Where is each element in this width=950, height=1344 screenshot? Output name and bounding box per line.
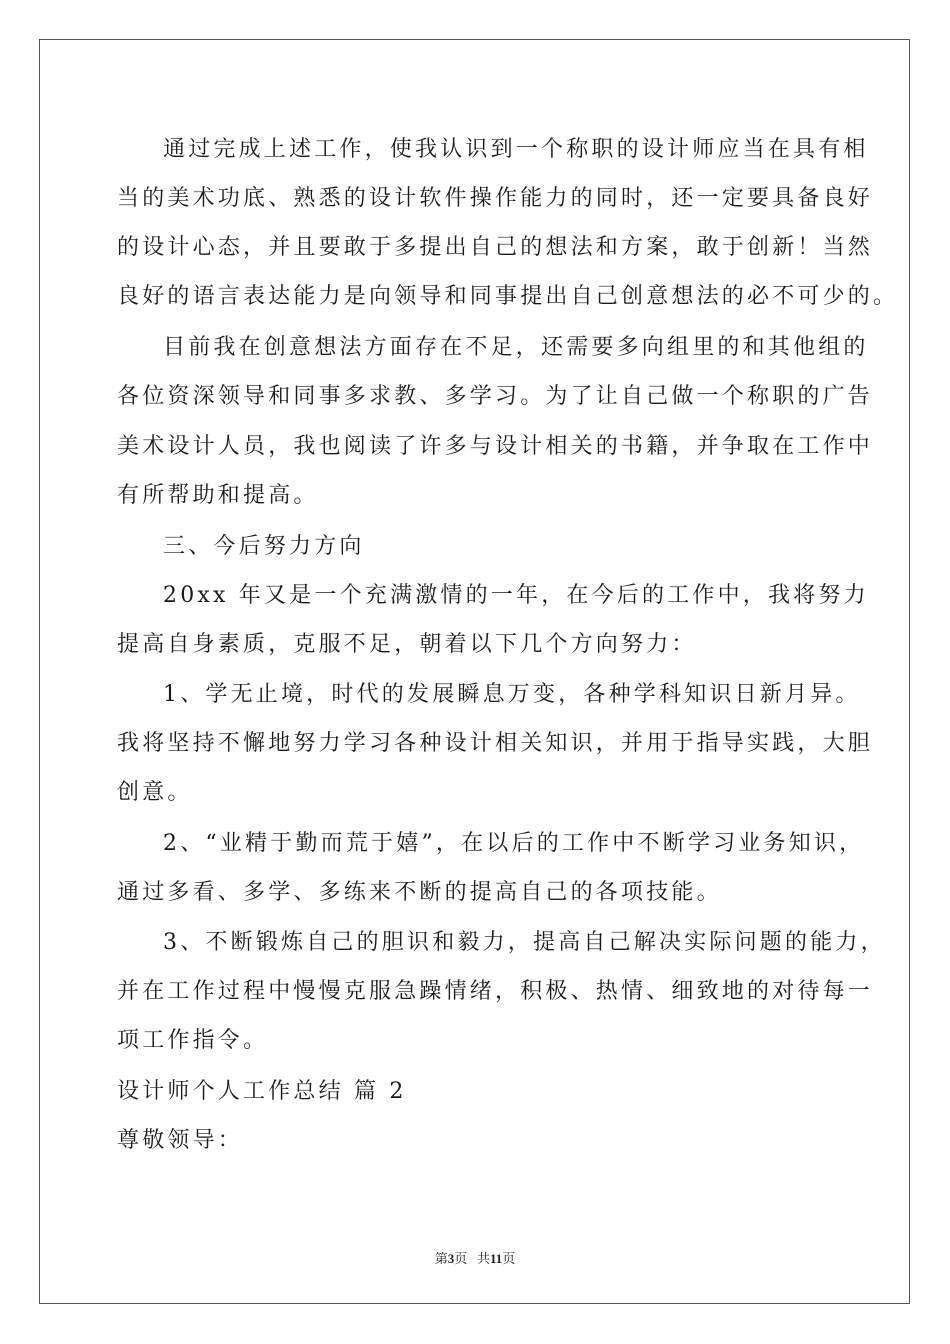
page-label-prefix: 第	[434, 1251, 448, 1266]
paragraph-1-line-4: 良好的语言表达能力是向领导和同事提出自己创意想法的必不可少的。	[117, 284, 899, 309]
paragraph-1-line-2: 当的美术功底、熟悉的设计软件操作能力的同时，还一定要具备良好	[117, 186, 874, 211]
paragraph-1-line-3: 的设计心态，并且要敢于多提出自己的想法和方案，敢于创新！当然	[117, 235, 874, 260]
paragraph-1-line-1: 通过完成上述工作，使我认识到一个称职的设计师应当在具有相	[163, 137, 869, 162]
section-heading: 三、今后努力方向	[163, 534, 365, 559]
page-footer	[0, 1248, 950, 1267]
paragraph-4-line-2: 提高自身素质，克服不足，朝着以下几个方向努力：	[117, 632, 697, 657]
paragraph-6-line-2: 通过多看、多学、多练来不断的提高自己的各项技能。	[117, 880, 722, 905]
paragraph-5-line-3: 创意。	[117, 780, 193, 805]
paragraph-7-line-3: 项工作指令。	[117, 1028, 269, 1053]
page-frame	[39, 39, 910, 1304]
paragraph-5-line-2: 我将坚持不懈地努力学习各种设计相关知识，并用于指导实践，大胆	[117, 731, 874, 756]
paragraph-6-line-1: 2、“业精于勤而荒于嬉”，在以后的工作中不断学习业务知识，	[163, 831, 865, 856]
paragraph-2-line-3: 美术设计人员，我也阅读了许多与设计相关的书籍，并争取在工作中	[117, 434, 874, 459]
paragraph-2-line-2: 各位资深领导和同事多求教、多学习。为了让自己做一个称职的广告	[117, 384, 874, 409]
section-title: 设计师个人工作总结 篇 2	[117, 1079, 407, 1104]
paragraph-5-line-1: 1、学无止境，时代的发展瞬息万变，各种学科知识日新月异。	[163, 682, 861, 707]
paragraph-2-line-1: 目前我在创意想法方面存在不足，还需要多向组里的和其他组的	[163, 335, 869, 360]
total-label-suffix: 页	[502, 1251, 516, 1266]
paragraph-7-line-1: 3、不断锻炼自己的胆识和毅力，提高自己解决实际问题的能力，	[163, 930, 886, 955]
page-current: 3	[447, 1251, 455, 1266]
page-label-suffix: 页	[454, 1251, 468, 1266]
paragraph-4-line-1: 20xx 年又是一个充满激情的一年，在今后的工作中，我将努力	[163, 583, 869, 608]
paragraph-7-line-2: 并在工作过程中慢慢克服急躁情绪，积极、热情、细致地的对待每一	[117, 979, 874, 1004]
salutation: 尊敬领导：	[117, 1128, 244, 1153]
page-total: 11	[489, 1251, 503, 1266]
total-label-prefix: 共	[476, 1251, 490, 1266]
paragraph-2-line-4: 有所帮助和提高。	[117, 483, 319, 508]
